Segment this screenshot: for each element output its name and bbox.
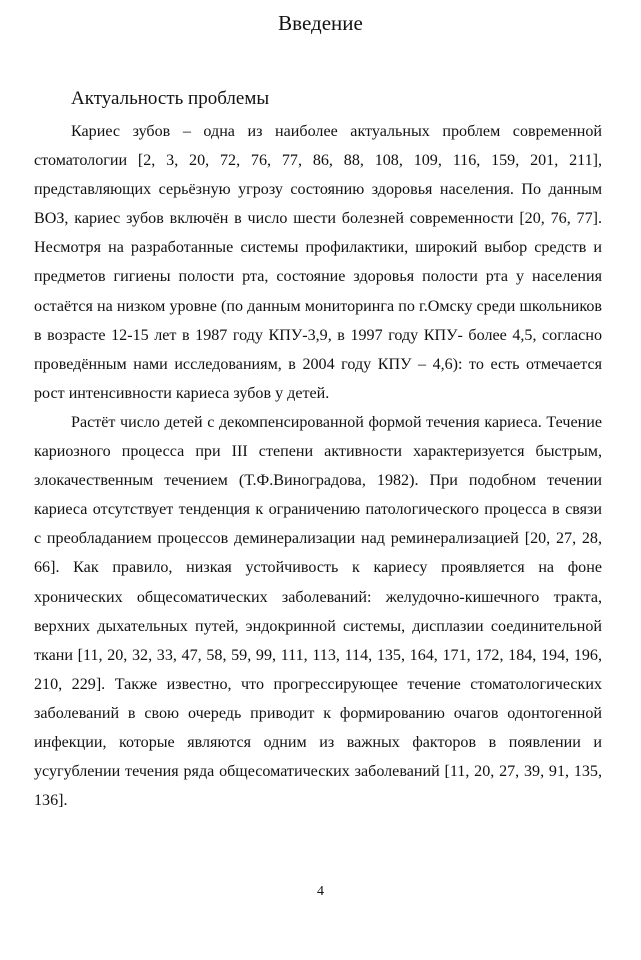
page-number: 4 <box>317 884 324 899</box>
section-heading: Актуальность проблемы <box>71 88 270 109</box>
paragraph-1: Кариес зубов – одна из наиболее актуальных проблем современной стоматологии [2, 3, 20, 72, 76, 77, 86, 88, 108, 109, 116, 159, 201, 211], представляющих серьёзную угрозу состоянию здоровья населения. По данным ВОЗ, кариес зубов включён в число шести болезней современности [20, 76, 77]. Несмотря на разработанные системы профилактики, широкий выбор средств и предметов гигиены полости рта, состояние здоровья полости рта у населения остаётся на низком уровне (по данным мониторинга по г.Омску среди школьников в возрасте 12-15 лет в 1987 году КПУ-3,9, в 1997 году КПУ- более 4,5, согласно проведённым нами исследованиям, в 2004 году КПУ – 4,6): то есть отмечается рост интенсивности кариеса зубов у детей. <box>34 123 602 402</box>
page-title: Введение <box>278 11 363 35</box>
paragraph-2: Растёт число детей с декомпенсированной формой течения кариеса. Течение кариозного процесса при III степени активности характеризуется быстрым, злокачественным течением (Т.Ф.Виноградова, 1982). При подобном течении кариеса отсутствует тенденция к ограничению патологического процесса в связи с преобладанием процессов деминерализации над реминерализацией [20, 27, 28, 66]. Как правило, низкая устойчивость к кариесу проявляется на фоне хронических общесоматических заболеваний: желудочно-кишечного тракта, верхних дыхательных путей, эндокринной системы, дисплазии соединительной ткани [11, 20, 32, 33, 47, 58, 59, 99, 111, 113, 114, 135, 164, 171, 172, 184, 194, 196, 210, 229]. Также известно, что прогрессирующее течение стоматологических заболеваний в свою очередь приводит к формированию очагов одонтогенной инфекции, которые являются одним из важных факторов в появлении и усугублении течения ряда общесоматических заболеваний [11, 20, 27, 39, 91, 135, 136]. <box>34 413 602 810</box>
body-text <box>34 117 602 815</box>
